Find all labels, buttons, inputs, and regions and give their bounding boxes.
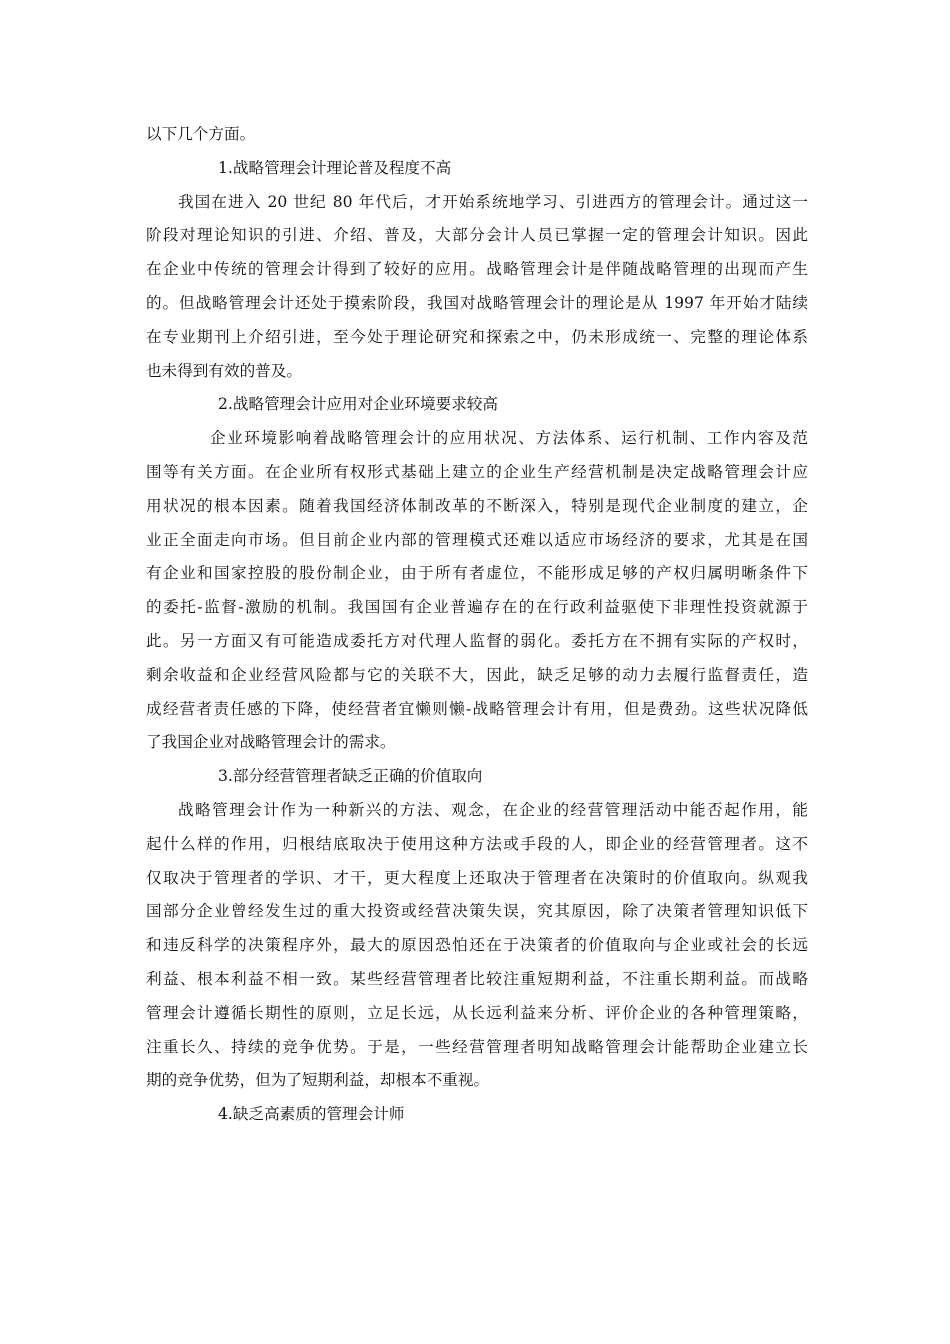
paragraph-line: 注重长久、持续的竞争优势。于是，一些经营管理者明知战略管理会计能帮助企业建立长 (146, 1037, 808, 1056)
paragraph-line: 也未得到有效的普及。 (146, 361, 302, 380)
paragraph-line: 我国在进入 20 世纪 80 年代后，才开始系统地学习、引进西方的管理会计。通过这一 (178, 192, 808, 211)
paragraph-line: 在专业期刊上介绍引进，至今处于理论研究和探索之中，仍未形成统一、完整的理论体系 (146, 327, 808, 346)
paragraph-line: 的委托-监督-激励的机制。我国国有企业普遍存在的在行政利益驱使下非理性投资就源于 (146, 598, 808, 617)
paragraph-line: 期的竞争优势，但为了短期利益，却根本不重视。 (146, 1071, 490, 1090)
paragraph-line: 剩余收益和企业经营风险都与它的关联不大，因此，缺乏足够的动力去履行监督责任，造 (146, 665, 808, 684)
paragraph-line: 管理会计遵循长期性的原则，立足长远，从长远利益来分析、评价企业的各种管理策略， (146, 1003, 808, 1022)
paragraph-line: 国部分企业曾经发生过的重大投资或经营决策失误，究其原因，除了决策者管理知识低下 (146, 902, 808, 921)
paragraph-line: 用状况的根本因素。随着我国经济体制改革的不断深入，特别是现代企业制度的建立，企 (146, 496, 808, 515)
paragraph-line: 围等有关方面。在企业所有权形式基础上建立的企业生产经营机制是决定战略管理会计应 (146, 462, 808, 481)
paragraph-line: 了我国企业对战略管理会计的需求。 (146, 733, 396, 752)
paragraph-line: 成经营者责任感的下降，使经营者宜懒则懒-战略管理会计有用，但是费劲。这些状况降低 (146, 699, 808, 718)
paragraph-line: 有企业和国家控股的股份制企业，由于所有者虚位，不能形成足够的产权归属明晰条件下 (146, 564, 808, 583)
paragraph-line: 以下几个方面。 (146, 125, 256, 143)
paragraph-line: 阶段对理论知识的引进、介绍、普及，大部分会计人员已掌握一定的管理会计知识。因此 (146, 226, 808, 245)
section-heading-2: 2.战略管理会计应用对企业环境要求较高 (218, 395, 498, 414)
document-body (146, 118, 808, 1132)
paragraph-line: 企业环境影响着战略管理会计的应用状况、方法体系、运行机制、工作内容及范 (210, 429, 808, 448)
section-heading-4: 4.缺乏高素质的管理会计师 (218, 1105, 405, 1124)
section-heading-3: 3.部分经营管理者缺乏正确的价值取向 (218, 767, 483, 786)
paragraph-line: 起什么样的作用，归根结底取决于使用这种方法或手段的人，即企业的经营管理者。这不 (146, 834, 808, 853)
paragraph-line: 在企业中传统的管理会计得到了较好的应用。战略管理会计是伴随战略管理的出现而产生 (146, 260, 808, 279)
paragraph-line: 业正全面走向市场。但目前企业内部的管理模式还难以适应市场经济的要求，尤其是在国 (146, 530, 808, 549)
paragraph-line: 利益、根本利益不相一致。某些经营管理者比较注重短期利益，不注重长期利益。而战略 (146, 969, 808, 988)
paragraph-line: 和违反科学的决策程序外，最大的原因恐怕还在于决策者的价值取向与企业或社会的长远 (146, 936, 808, 955)
paragraph-line: 的。但战略管理会计还处于摸索阶段，我国对战略管理会计的理论是从 1997 年开始才陆续 (146, 293, 808, 312)
paragraph-line: 此。另一方面又有可能造成委托方对代理人监督的弱化。委托方在不拥有实际的产权时， (146, 631, 808, 650)
section-heading-1: 1.战略管理会计理论普及程度不高 (218, 158, 452, 177)
paragraph-line: 战略管理会计作为一种新兴的方法、观念，在企业的经营管理活动中能否起作用，能 (178, 800, 808, 819)
paragraph-line: 仅取决于管理者的学识、才干，更大程度上还取决于管理者在决策时的价值取向。纵观我 (146, 868, 808, 887)
